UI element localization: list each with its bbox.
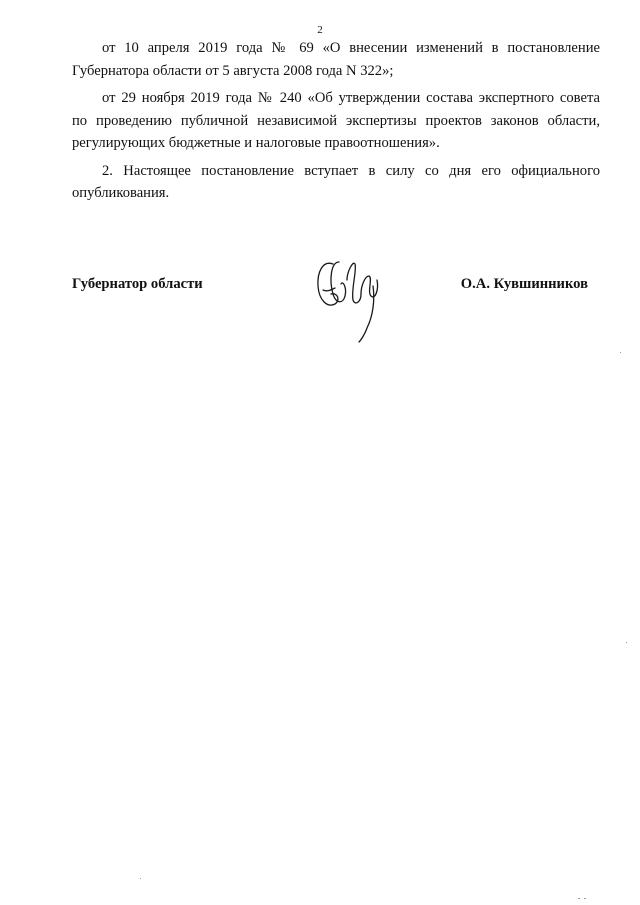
page-number: 2 xyxy=(317,24,323,36)
scan-speck xyxy=(578,898,580,899)
text-line: по проведению публичной независимой экспертизы проектов законов области, xyxy=(72,112,600,129)
signatory-name: О.А. Кувшинников xyxy=(460,276,588,292)
paragraph-decree-69 xyxy=(72,37,600,82)
text-line: опубликования. xyxy=(72,185,170,201)
text-line: 2. Настоящее постановление вступает в силу со дня его официального xyxy=(102,162,600,179)
text-line: регулирующих бюджетные и налоговые правоотношения». xyxy=(72,135,440,151)
document-body xyxy=(72,37,600,210)
paragraph-entry-into-force xyxy=(72,160,600,205)
text-line: от 10 апреля 2019 года № 69 «О внесении изменений в постановление xyxy=(102,40,600,56)
signatory-title: Губернатор области xyxy=(72,276,203,292)
text-line: Губернатора области от 5 августа 2008 года N 322»; xyxy=(72,62,394,79)
scan-speck xyxy=(620,352,621,353)
scan-speck xyxy=(584,898,586,899)
scan-speck xyxy=(140,878,141,879)
text-line: от 29 ноября 2019 года № 240 «Об утверждении состава экспертного совета xyxy=(102,90,600,106)
paragraph-decree-240 xyxy=(72,87,600,155)
handwritten-signature-icon xyxy=(313,250,385,344)
scan-speck xyxy=(626,642,627,643)
